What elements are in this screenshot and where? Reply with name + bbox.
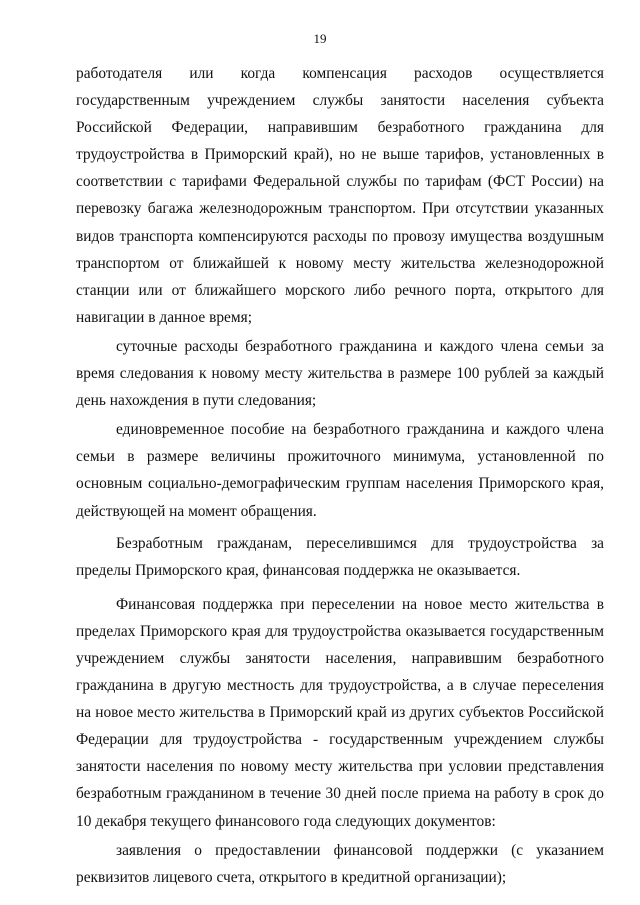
paragraph-financial-support: Финансовая поддержка при переселении на новое место жительства в пределах Приморского края для трудоустройства оказывается государственным учреждением службы занятости населения, направившим безработного гражданина в другую местность для трудоустройства, а в случае переселения на новое место жительства в Приморский край из других субъектов Российской Федерации для трудоустройства - государственным учреждением службы занятости населения по новому месту жительства при условии представления безработным гражданином в течение 30 дней после приема на работу в срок до 10 декабря текущего финансового года следующих документов: <box>76 595 604 830</box>
page-number: 19 <box>313 31 327 46</box>
paragraph-lump-sum-allowance: единовременное пособие на безработного гражданина и каждого члена семьи в размере величины прожиточного минимума, установленной по основным социально-демографическим группам населения Приморского края, действующей на момент обращения. <box>76 421 604 520</box>
paragraph-application: заявления о предоставлении финансовой поддержки (с указанием реквизитов лицевого счета, открытого в кредитной организации); <box>76 841 604 886</box>
paragraph-continuation: работодателя или когда компенсация расходов осуществляется государственным учреждением службы занятости населения субъекта Российской Федерации, направившим безработного гражданина для трудоустройства в Приморский край), но не выше тарифов, установленных в соответствии с тарифами Федеральной службы по тарифам (ФСТ России) на перевозку багажа железнодорожным транспортом. При отсутствии указанных видов транспорта компенсируются расходы по провозу имущества воздушным транспортом от ближайшей к новому месту жительства железнодорожной станции или от ближайшего морского либо речного порта, открытого для навигации в данное время; <box>76 65 604 326</box>
paragraph-daily-expenses: суточные расходы безработного гражданина и каждого члена семьи за время следования к новому месту жительства в размере 100 рублей за каждый день нахождения в пути следования; <box>76 337 604 410</box>
document-body <box>76 60 604 891</box>
paragraph-outside-region: Безработным гражданам, переселившимся для трудоустройства за пределы Приморского края, финансовая поддержка не оказывается. <box>76 534 604 579</box>
